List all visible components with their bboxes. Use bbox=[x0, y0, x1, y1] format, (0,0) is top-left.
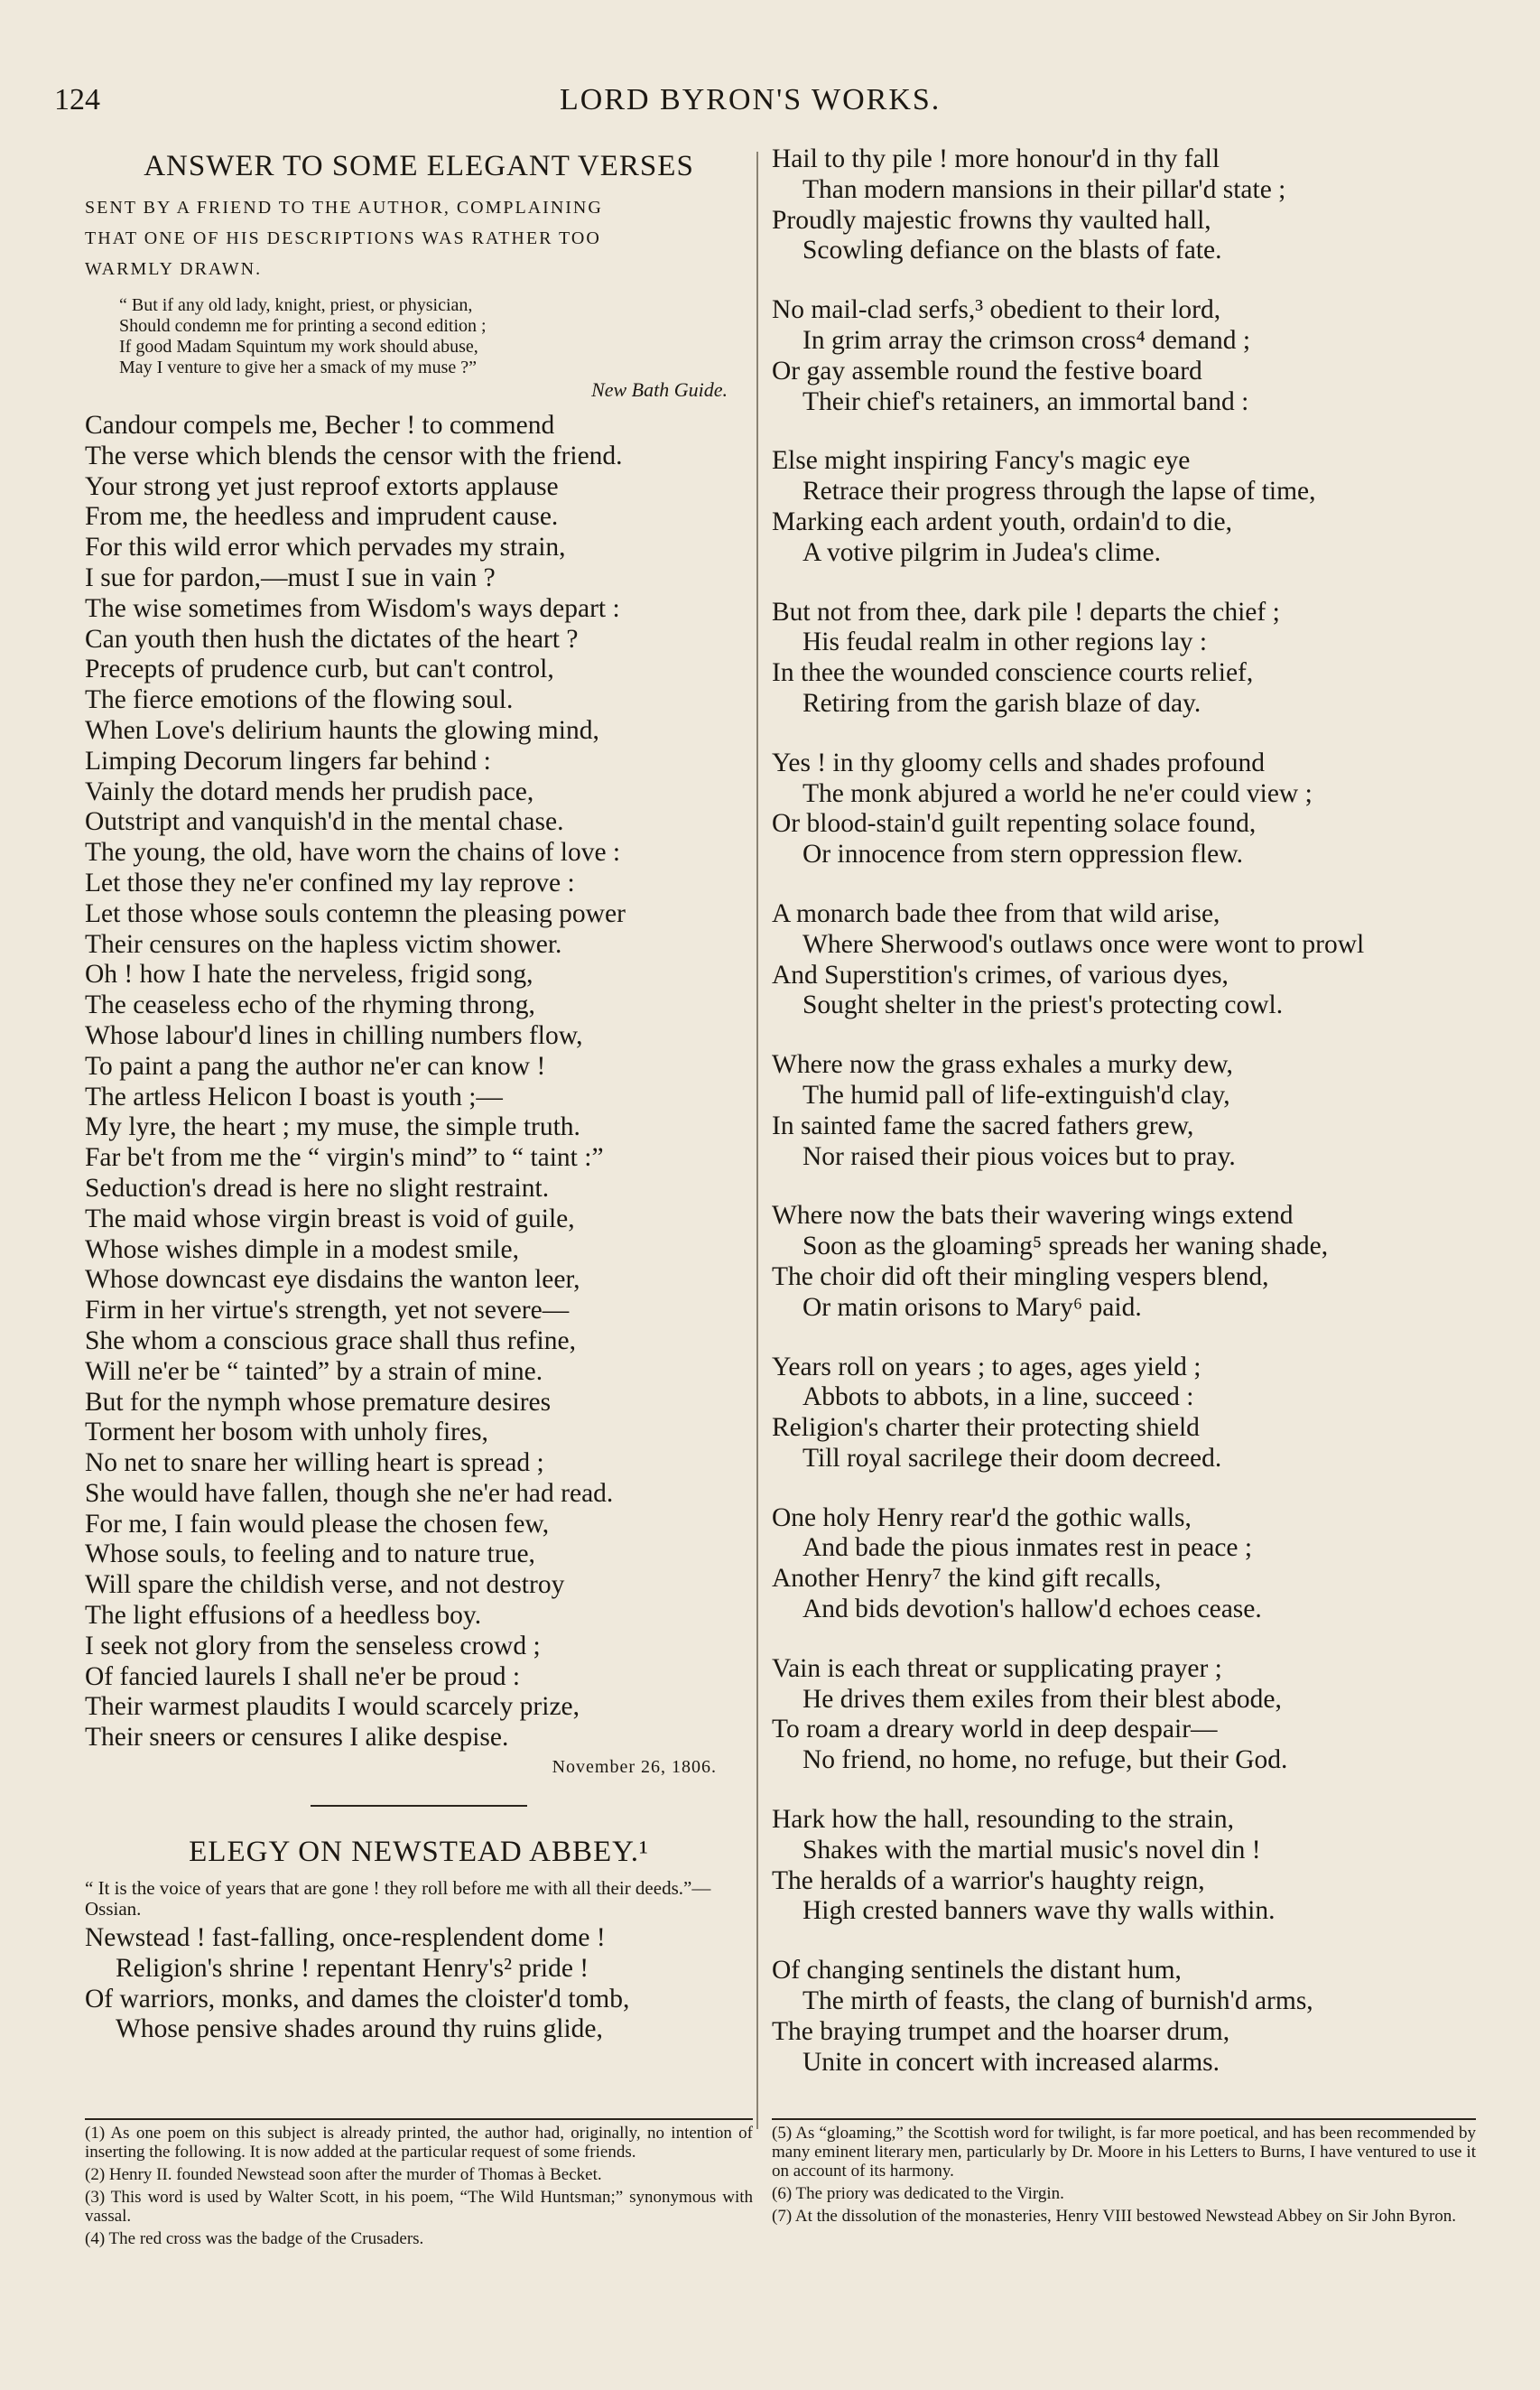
verse-line: The young, the old, have worn the chains of love : bbox=[85, 838, 621, 868]
poem2-title: ELEGY ON NEWSTEAD ABBEY.¹ bbox=[189, 1836, 649, 1869]
poem1-subtitle-line: THAT ONE OF HIS DESCRIPTIONS WAS RATHER TOO bbox=[85, 228, 601, 248]
verse-line: High crested banners wave thy walls within. bbox=[802, 1896, 1276, 1926]
verse-line: She would have fallen, though she ne'er had read. bbox=[85, 1478, 614, 1508]
stanza bbox=[85, 1923, 753, 2045]
section-rule bbox=[311, 1805, 527, 1807]
verse-line: Outstript and vanquish'd in the mental chase. bbox=[85, 807, 564, 837]
footnote-list bbox=[772, 2124, 1476, 2226]
verse-line: The ceaseless echo of the rhyming throng, bbox=[85, 990, 535, 1020]
verse-line: Scowling defiance on the blasts of fate. bbox=[802, 236, 1222, 265]
epigraph-line: If good Madam Squintum my work should abuse, bbox=[119, 337, 478, 357]
verse-line: Their sneers or censures I alike despise. bbox=[85, 1723, 509, 1753]
verse-line: But not from thee, dark pile ! departs the chief ; bbox=[772, 597, 1280, 627]
verse-line: Nor raised their pious voices but to pray. bbox=[802, 1141, 1236, 1171]
stanza bbox=[772, 899, 1485, 1021]
footnote: (6) The priory was dedicated to the Virgin. bbox=[772, 2184, 1064, 2203]
poem2-verse-right bbox=[772, 144, 1485, 2078]
verse-line: Torment her bosom with unholy fires, bbox=[85, 1418, 488, 1447]
verse-line: Of changing sentinels the distant hum, bbox=[772, 1956, 1182, 1985]
footnote: (1) As one poem on this subject is already printed, the author had, originally, no intention of inserting the following. It is now added at the particular request of some friends. bbox=[85, 2124, 753, 2162]
verse-line: Let those whose souls contemn the pleasing power bbox=[85, 898, 626, 928]
verse-line: Or blood-stain'd guilt repenting solace found, bbox=[772, 809, 1257, 839]
verse-line: Marking each ardent youth, ordain'd to die, bbox=[772, 507, 1232, 536]
verse-line: In sainted fame the sacred fathers grew, bbox=[772, 1111, 1194, 1140]
verse-line: The heralds of a warrior's haughty reign, bbox=[772, 1865, 1205, 1895]
verse-line: The artless Helicon I boast is youth ;— bbox=[85, 1082, 503, 1111]
verse-line: Sought shelter in the priest's protecting cowl. bbox=[802, 990, 1284, 1020]
stanza bbox=[772, 598, 1485, 720]
verse-line: Limping Decorum lingers far behind : bbox=[85, 746, 491, 776]
verse-line: My lyre, the heart ; my muse, the simple truth. bbox=[85, 1112, 580, 1142]
footnotes-left bbox=[85, 2104, 753, 2248]
verse-line: Yes ! in thy gloomy cells and shades profound bbox=[772, 748, 1265, 777]
poem2-epigraph: “ It is the voice of years that are gone ! they roll before me with all their deeds.”—Ossian. bbox=[85, 1877, 711, 1920]
verse-line: Soon as the gloaming⁵ spreads her waning shade, bbox=[802, 1232, 1329, 1261]
verse-line: Where now the bats their wavering wings extend bbox=[772, 1201, 1294, 1231]
stanza bbox=[772, 1201, 1485, 1323]
verse-line: Proudly majestic frowns thy vaulted hall, bbox=[772, 205, 1211, 235]
poem1-epigraph bbox=[119, 295, 753, 378]
page-number: 124 bbox=[54, 83, 100, 116]
verse-line: Will spare the childish verse, and not destroy bbox=[85, 1570, 565, 1600]
verse-line: Abbots to abbots, in a line, succeed : bbox=[802, 1382, 1194, 1412]
verse-line: Or matin orisons to Mary⁶ paid. bbox=[802, 1292, 1142, 1322]
verse-line: Newstead ! fast-falling, once-resplendent dome ! bbox=[85, 1923, 606, 1953]
verse-line: The mirth of feasts, the clang of burnish'd arms, bbox=[802, 1986, 1313, 2016]
verse-line: Unite in concert with increased alarms. bbox=[802, 2047, 1220, 2077]
verse-line: Where now the grass exhales a murky dew, bbox=[772, 1050, 1233, 1080]
verse-line: Whose souls, to feeling and to nature true, bbox=[85, 1539, 535, 1569]
footnote: (3) This word is used by Walter Scott, in his poem, “The Wild Huntsman;” synonymous with vassal. bbox=[85, 2188, 753, 2226]
verse-line: Of warriors, monks, and dames the cloister'd tomb, bbox=[85, 1984, 630, 2013]
footnote: (2) Henry II. founded Newstead soon after the murder of Thomas à Becket. bbox=[85, 2165, 602, 2184]
verse-line: Precepts of prudence curb, but can't control, bbox=[85, 655, 554, 684]
poem1-subtitle-line: WARMLY DRAWN. bbox=[85, 259, 263, 279]
verse-line: Whose downcast eye disdains the wanton leer, bbox=[85, 1265, 580, 1295]
verse-line: I sue for pardon,—must I sue in vain ? bbox=[85, 563, 496, 592]
stanza bbox=[772, 144, 1485, 266]
poem1-subtitle bbox=[85, 192, 753, 284]
verse-line: The light effusions of a heedless boy. bbox=[85, 1601, 482, 1631]
footnote-list bbox=[85, 2124, 753, 2248]
poem1-subtitle-line: SENT BY A FRIEND TO THE AUTHOR, COMPLAINING bbox=[85, 198, 603, 218]
verse-line: For this wild error which pervades my strain, bbox=[85, 533, 566, 563]
verse-line: And bade the pious inmates rest in peace ; bbox=[802, 1533, 1253, 1563]
verse-line: Vain is each threat or supplicating prayer ; bbox=[772, 1653, 1222, 1683]
verse-line: Hail to thy pile ! more honour'd in thy fall bbox=[772, 144, 1220, 173]
verse-line: Their chief's retainers, an immortal band : bbox=[802, 386, 1249, 416]
verse-line: The wise sometimes from Wisdom's ways depart : bbox=[85, 593, 620, 623]
stanza bbox=[772, 749, 1485, 870]
verse-line: Years roll on years ; to ages, ages yield ; bbox=[772, 1352, 1201, 1381]
book-title: LORD BYRON'S WORKS. bbox=[560, 83, 942, 116]
verse-line: And bids devotion's hallow'd echoes cease. bbox=[802, 1595, 1262, 1624]
footnote: (5) As “gloaming,” the Scottish word for twilight, is far more poetical, and has been recommended by many eminent literary men, particularly by Dr. Moore in his Letters to Burns, I have ventured to use it on account of its harmony. bbox=[772, 2124, 1476, 2181]
footnote-rule bbox=[772, 2118, 1476, 2120]
verse-line: No friend, no home, no refuge, but their God. bbox=[802, 1745, 1288, 1775]
verse-line: Of fancied laurels I shall ne'er be proud : bbox=[85, 1661, 521, 1691]
verse-line: Till royal sacrilege their doom decreed. bbox=[802, 1443, 1222, 1473]
stanza bbox=[772, 1353, 1485, 1474]
verse-line: I seek not glory from the senseless crowd ; bbox=[85, 1631, 541, 1660]
verse-line: Their warmest plaudits I would scarcely prize, bbox=[85, 1692, 580, 1722]
verse-line: Let those they ne'er confined my lay reprove : bbox=[85, 868, 575, 897]
verse-line: Will ne'er be “ tainted” by a strain of mine. bbox=[85, 1356, 543, 1386]
footnotes-right bbox=[772, 2104, 1476, 2226]
verse-line: Vainly the dotard mends her prudish pace, bbox=[85, 777, 534, 806]
verse-line: He drives them exiles from their blest abode, bbox=[802, 1684, 1282, 1714]
stanza bbox=[772, 1805, 1485, 1927]
verse-line: Religion's charter their protecting shield bbox=[772, 1413, 1200, 1443]
verse-line: Retrace their progress through the lapse of time, bbox=[802, 477, 1316, 507]
verse-line: Religion's shrine ! repentant Henry's² pride ! bbox=[116, 1953, 589, 1983]
left-column bbox=[85, 144, 753, 2045]
footnote: (7) At the dissolution of the monasteries, Henry VIII bestowed Newstead Abbey on Sir John Byron. bbox=[772, 2207, 1456, 2226]
verse-line: The fierce emotions of the flowing soul. bbox=[85, 685, 514, 715]
verse-line: Retiring from the garish blaze of day. bbox=[802, 688, 1201, 718]
verse-line: Hark how the hall, resounding to the strain, bbox=[772, 1805, 1235, 1835]
verse-line: Another Henry⁷ the kind gift recalls, bbox=[772, 1564, 1162, 1594]
verse-line: In thee the wounded conscience courts relief, bbox=[772, 658, 1254, 688]
epigraph-line: Should condemn me for printing a second edition ; bbox=[119, 316, 487, 336]
verse-line: Candour compels me, Becher ! to commend bbox=[85, 411, 555, 440]
verse-line: Else might inspiring Fancy's magic eye bbox=[772, 446, 1191, 476]
verse-line: Whose wishes dimple in a modest smile, bbox=[85, 1234, 519, 1264]
verse-line: The braying trumpet and the hoarser drum, bbox=[772, 2016, 1230, 2046]
verse-line: Whose pensive shades around thy ruins glide, bbox=[116, 2014, 603, 2044]
verse-line: Seduction's dread is here no slight restraint. bbox=[85, 1173, 550, 1203]
stanza bbox=[772, 1503, 1485, 1625]
verse-line: Firm in her virtue's strength, yet not severe— bbox=[85, 1296, 570, 1325]
verse-line: A votive pilgrim in Judea's clime. bbox=[802, 537, 1161, 567]
verse-line: To roam a dreary world in deep despair— bbox=[772, 1715, 1218, 1744]
running-head bbox=[54, 83, 1498, 128]
verse-line: Than modern mansions in their pillar'd state ; bbox=[802, 174, 1286, 204]
stanza bbox=[772, 1050, 1485, 1172]
stanza bbox=[772, 1654, 1485, 1776]
verse-line: When Love's delirium haunts the glowing mind, bbox=[85, 715, 599, 745]
verse-line: For me, I fain would please the chosen few, bbox=[85, 1509, 550, 1539]
column-divider bbox=[756, 152, 758, 2129]
verse-line: Or gay assemble round the festive board bbox=[772, 356, 1202, 386]
verse-line: No mail-clad serfs,³ obedient to their lord, bbox=[772, 295, 1221, 325]
poem2-verse-left bbox=[85, 1923, 753, 2045]
verse-line: But for the nymph whose premature desires bbox=[85, 1387, 552, 1417]
verse-line: Their censures on the hapless victim shower. bbox=[85, 929, 562, 959]
verse-line: The maid whose virgin breast is void of guile, bbox=[85, 1204, 575, 1233]
verse-line: No net to snare her willing heart is spread ; bbox=[85, 1448, 544, 1478]
verse-line: And Superstition's crimes, of various dyes, bbox=[772, 960, 1229, 990]
stanza bbox=[772, 1956, 1485, 2078]
verse-line: Your strong yet just reproof extorts applause bbox=[85, 471, 559, 501]
right-column bbox=[772, 144, 1485, 2078]
verse-line: To paint a pang the author ne'er can know ! bbox=[85, 1051, 546, 1081]
epigraph-line: May I venture to give her a smack of my muse ?” bbox=[119, 358, 477, 377]
poem1-title: ANSWER TO SOME ELEGANT VERSES bbox=[144, 150, 694, 182]
verse-line: The monk abjured a world he ne'er could view ; bbox=[802, 778, 1313, 808]
verse-line: She whom a conscious grace shall thus refine, bbox=[85, 1325, 576, 1355]
verse-line: Shakes with the martial music's novel din ! bbox=[802, 1835, 1261, 1865]
epigraph-line: “ But if any old lady, knight, priest, or physician, bbox=[119, 295, 473, 315]
verse-line: Far be't from me the “ virgin's mind” to “ taint :” bbox=[85, 1143, 604, 1173]
epigraph-source: New Bath Guide. bbox=[591, 378, 728, 401]
verse-line: Whose labour'd lines in chilling numbers flow, bbox=[85, 1020, 583, 1050]
verse-line: In grim array the crimson cross⁴ demand ; bbox=[802, 325, 1251, 355]
poem1-date: November 26, 1806. bbox=[552, 1757, 717, 1778]
stanza bbox=[772, 446, 1485, 568]
verse-line: One holy Henry rear'd the gothic walls, bbox=[772, 1502, 1192, 1532]
verse-line: Oh ! how I hate the nerveless, frigid song, bbox=[85, 960, 533, 990]
verse-line: From me, the heedless and imprudent cause. bbox=[85, 502, 559, 532]
verse-line: A monarch bade thee from that wild arise, bbox=[772, 898, 1220, 928]
verse-line: The verse which blends the censor with the friend. bbox=[85, 441, 623, 470]
verse-line: Can youth then hush the dictates of the heart ? bbox=[85, 624, 579, 654]
verse-line: His feudal realm in other regions lay : bbox=[802, 628, 1208, 657]
verse-line: Or innocence from stern oppression flew. bbox=[802, 840, 1243, 870]
poem1-verse bbox=[85, 411, 753, 1753]
verse-line: The choir did oft their mingling vespers blend, bbox=[772, 1261, 1269, 1291]
verse-line: Where Sherwood's outlaws once were wont to prowl bbox=[802, 929, 1365, 959]
verse-line: The humid pall of life-extinguish'd clay, bbox=[802, 1080, 1230, 1110]
footnote: (4) The red cross was the badge of the Crusaders. bbox=[85, 2229, 424, 2248]
stanza bbox=[772, 295, 1485, 417]
footnote-rule bbox=[85, 2118, 753, 2120]
